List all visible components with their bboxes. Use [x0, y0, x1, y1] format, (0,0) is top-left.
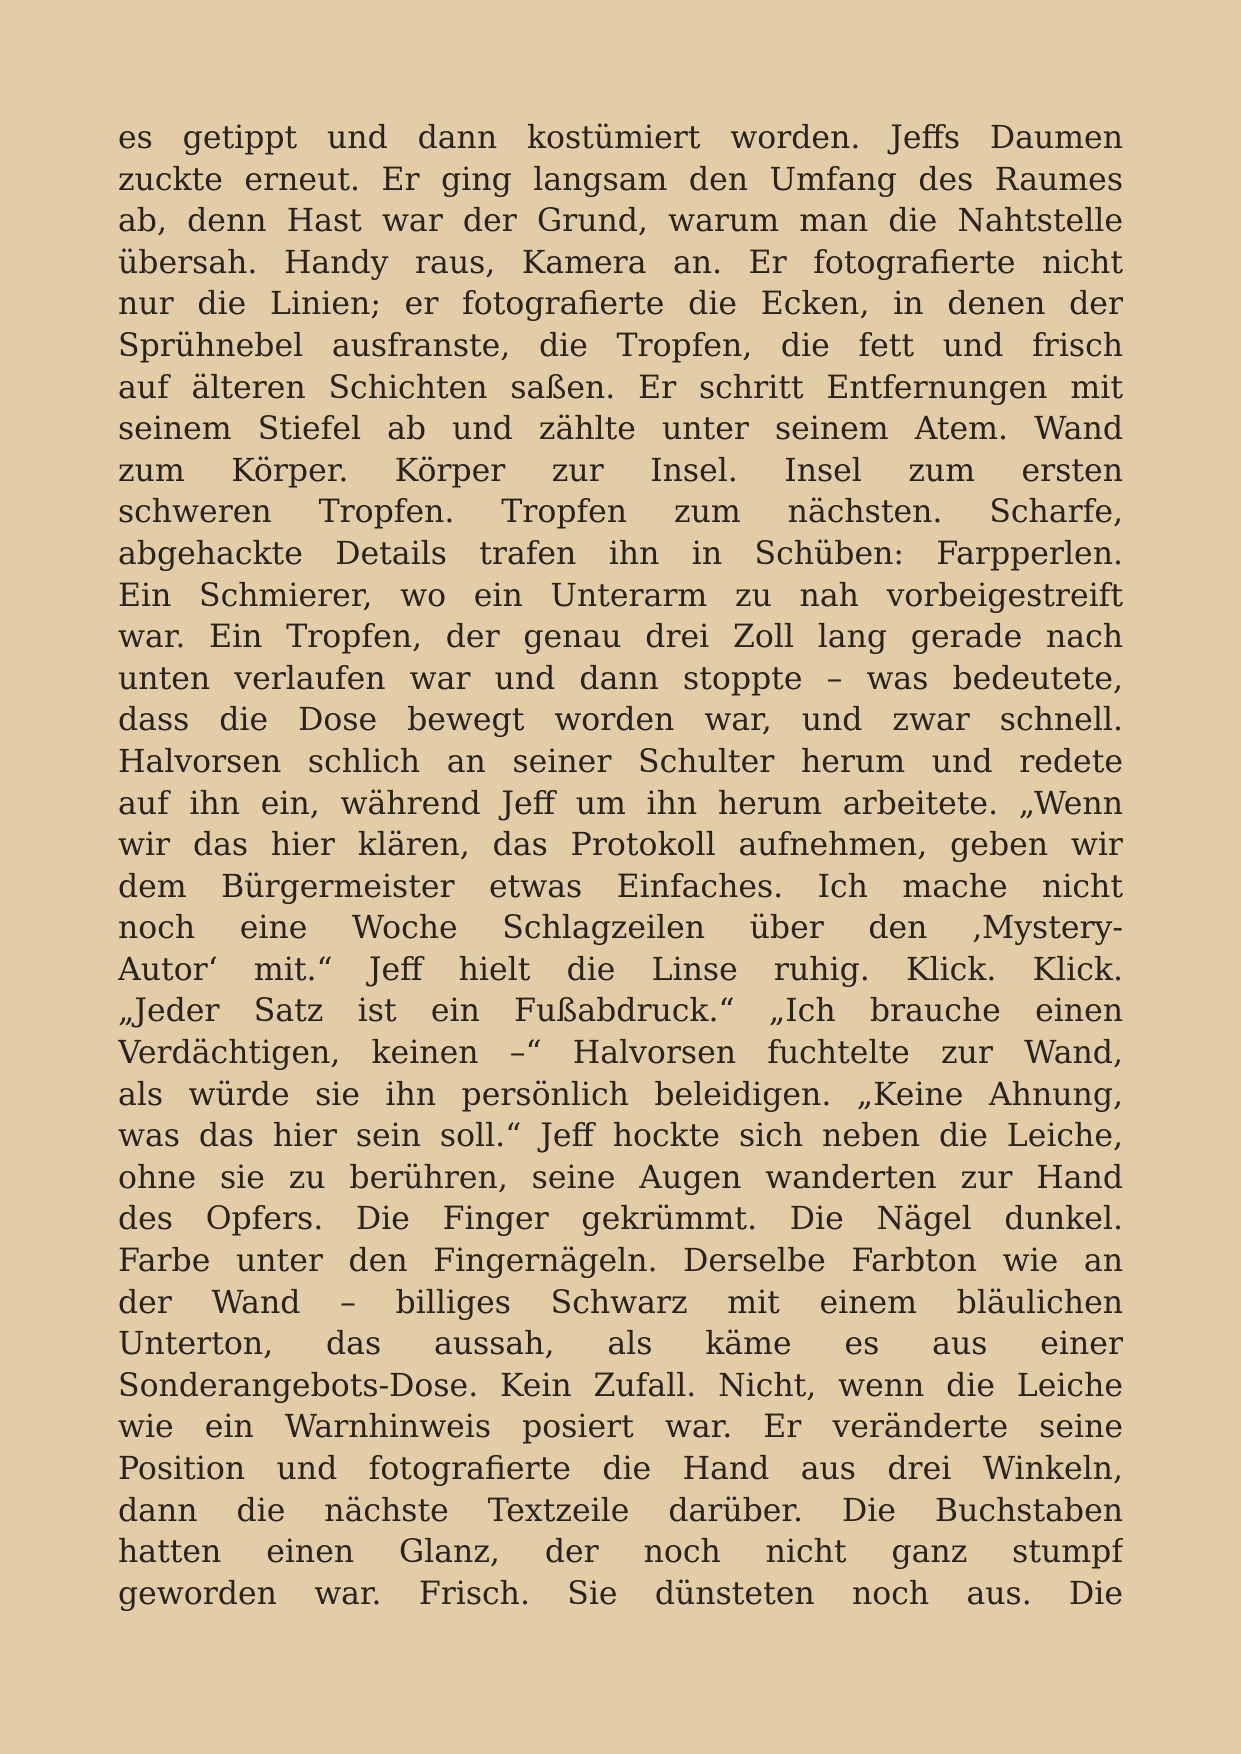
text-line: zum Körper. Körper zur Insel. Insel zum ersten [118, 452, 1123, 489]
text-line: dem Bürgermeister etwas Einfaches. Ich mache nicht [118, 868, 1123, 905]
text-line: zuckte erneut. Er ging langsam den Umfang des Raumes [118, 161, 1123, 198]
text-line: Ein Schmierer, wo ein Unterarm zu nah vorbeigestreift [118, 577, 1123, 614]
text-line: „Jeder Satz ist ein Fußabdruck.“ „Ich brauche einen [118, 993, 1123, 1030]
text-line: als würde sie ihn persönlich beleidigen. „Keine Ahnung, [118, 1076, 1123, 1113]
text-line: auf ihn ein, während Jeff um ihn herum arbeitete. „Wenn [118, 785, 1123, 822]
text-line: seinem Stiefel ab und zählte unter seinem Atem. Wand [118, 411, 1123, 448]
text-line: schweren Tropfen. Tropfen zum nächsten. Scharfe, [118, 494, 1123, 531]
text-line: dann die nächste Textzeile darüber. Die Buchstaben [118, 1492, 1123, 1529]
text-line: der Wand – billiges Schwarz mit einem bläulichen [118, 1284, 1123, 1321]
text-line: es getippt und dann kostümiert worden. Jeffs Daumen [118, 120, 1123, 156]
text-line: ohne sie zu berühren, seine Augen wanderten zur Hand [118, 1159, 1123, 1196]
text-line: wir das hier klären, das Protokoll aufnehmen, geben wir [118, 827, 1123, 864]
text-line: Sonderangebots-Dose. Kein Zufall. Nicht, wenn die Leiche [118, 1367, 1123, 1404]
text-line: Position und fotografierte die Hand aus drei Winkeln, [118, 1451, 1123, 1487]
text-line: auf älteren Schichten saßen. Er schritt Entfernungen mit [118, 369, 1123, 406]
text-line: Halvorsen schlich an seiner Schulter herum und redete [118, 743, 1123, 780]
text-line: Unterton, das aussah, als käme es aus einer [118, 1326, 1123, 1363]
text-line: war. Ein Tropfen, der genau drei Zoll lang gerade nach [118, 619, 1123, 656]
text-line: übersah. Handy raus, Kamera an. Er fotografierte nicht [118, 244, 1123, 281]
text-line: wie ein Warnhinweis posiert war. Er veränderte seine [118, 1409, 1123, 1446]
text-line: ab, denn Hast war der Grund, warum man die Nahtstelle [118, 203, 1123, 240]
text-line: geworden war. Frisch. Sie dünsteten noch aus. Die [118, 1575, 1123, 1612]
text-line: was das hier sein soll.“ Jeff hockte sich neben die Leiche, [118, 1118, 1123, 1155]
text-line: noch eine Woche Schlagzeilen über den ‚Mystery- [118, 910, 1123, 947]
text-line: dass die Dose bewegt worden war, und zwar schnell. [118, 702, 1123, 739]
text-line: Sprühnebel ausfranste, die Tropfen, die fett und frisch [118, 327, 1123, 364]
text-line: hatten einen Glanz, der noch nicht ganz stumpf [118, 1534, 1123, 1571]
text-line: abgehackte Details trafen ihn in Schüben: Farpperlen. [118, 535, 1123, 572]
text-line: unten verlaufen war und dann stoppte – was bedeutete, [118, 660, 1123, 697]
text-line: Autor‘ mit.“ Jeff hielt die Linse ruhig. Klick. Klick. [118, 951, 1123, 988]
text-line: des Opfers. Die Finger gekrümmt. Die Nägel dunkel. [118, 1201, 1123, 1238]
text-line: Farbe unter den Fingernägeln. Derselbe Farbton wie an [118, 1243, 1123, 1280]
text-line: nur die Linien; er fotografierte die Ecken, in denen der [118, 286, 1123, 323]
text-line: Verdächtigen, keinen –“ Halvorsen fuchtelte zur Wand, [118, 1035, 1123, 1072]
text-block [118, 118, 1123, 1648]
